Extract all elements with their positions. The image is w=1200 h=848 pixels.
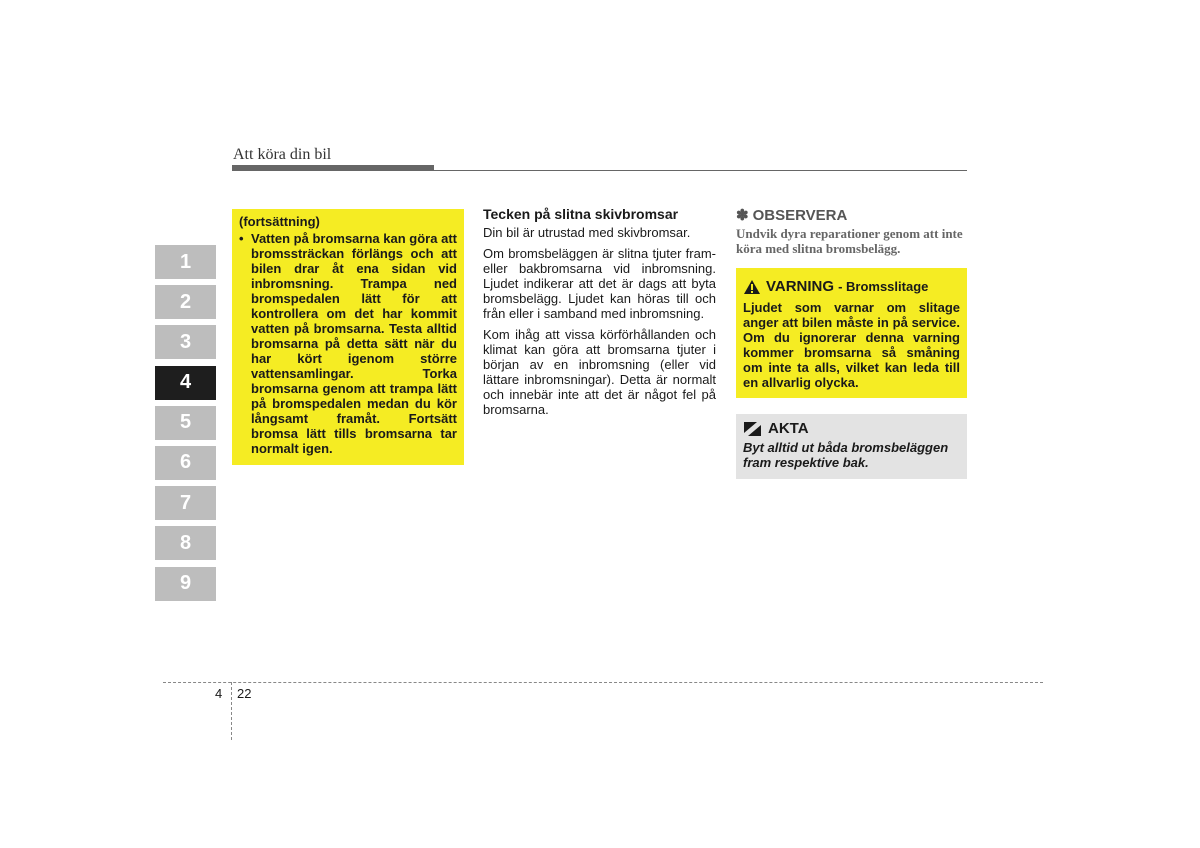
- warning-box: [736, 268, 967, 398]
- warning-triangle-icon: [743, 279, 761, 295]
- observe-title: OBSERVERA: [752, 206, 848, 224]
- column-right: [736, 206, 967, 479]
- asterisk-icon: ✽: [736, 207, 749, 224]
- chapter-tab-2[interactable]: 2: [155, 285, 216, 319]
- observe-text: Undvik dyra reparationer genom att inte köra med slitna bromsbelägg.: [736, 226, 963, 256]
- paragraph-3: Kom ihåg att vissa körförhållanden och klimat kan göra att bromsarna tjuter i början av en inbromsning (eller vid lättare inbromsningar). Detta är normalt och innebär inte att det är något fel på bromsarna.: [483, 327, 716, 417]
- chapter-tab-9[interactable]: 9: [155, 567, 216, 601]
- bullet-item: [239, 231, 457, 456]
- chapter-tabs: [155, 245, 216, 607]
- warning-title: VARNING: [766, 278, 835, 295]
- warning-text: Ljudet som varnar om slitage anger att bilen måste in på service. Om du ignorerar denna varning kommer bromsarna så småning om inte ta alls, vilket kan leda till en allvarlig olycka.: [743, 300, 960, 390]
- observe-heading: [736, 206, 967, 224]
- chapter-tab-4[interactable]: 4: [155, 366, 216, 400]
- column-left: [232, 209, 464, 465]
- warning-title-row: [743, 278, 960, 295]
- paragraph-1: Din bil är utrustad med skivbromsar.: [483, 225, 691, 240]
- chapter-tab-1[interactable]: 1: [155, 245, 216, 279]
- footer-rule: [163, 682, 1043, 683]
- caution-text: Byt alltid ut båda bromsbeläggen fram respektive bak.: [743, 440, 949, 470]
- bullet-text: Vatten på bromsarna kan göra att bromssträckan förlängs och att bilen drar åt ena sidan vid inbromsning. Trampa ned bromspedalen lätt för att kontrollera om det har kommit vatten på bromsarna. Testa alltid bromsarna på detta sätt när du har kört igenom större vattensamlingar. Torka bromsarna genom att trampa lätt på bromspedalen medan du kör långsamt framåt. Fortsätt bromsa lätt tills bromsarna tar normalt igen.: [251, 231, 457, 456]
- footer-page-number: 22: [237, 686, 252, 701]
- chapter-tab-5[interactable]: 5: [155, 406, 216, 440]
- caution-box: [736, 414, 967, 479]
- chapter-tab-3[interactable]: 3: [155, 325, 216, 359]
- paragraph-2: Om bromsbeläggen är slitna tjuter fram- eller bakbromsarna vid inbromsning. Ljudet indikerar att det är dags att byta bromsbelägg. Ljudet kan höras till och från eller i samband med inbromsning.: [483, 246, 716, 321]
- chapter-tab-8[interactable]: 8: [155, 526, 216, 560]
- footer-chapter-number: 4: [215, 686, 223, 701]
- caution-title-row: [743, 420, 960, 437]
- caution-slash-icon: [743, 421, 762, 437]
- chapter-tab-7[interactable]: 7: [155, 486, 216, 520]
- column-middle: [483, 206, 716, 423]
- footer-divider: [231, 682, 232, 740]
- chapter-tab-6[interactable]: 6: [155, 446, 216, 480]
- bullet-mark: •: [239, 231, 244, 246]
- header-rule: [232, 170, 967, 171]
- section-heading: Tecken på slitna skivbromsar: [483, 206, 679, 222]
- warning-subtitle: - Bromsslitage: [838, 279, 929, 294]
- header-title: Att köra din bil: [233, 146, 332, 163]
- continuation-label: (fortsättning): [239, 214, 320, 229]
- continuation-box: [232, 209, 464, 465]
- caution-title: AKTA: [768, 420, 809, 437]
